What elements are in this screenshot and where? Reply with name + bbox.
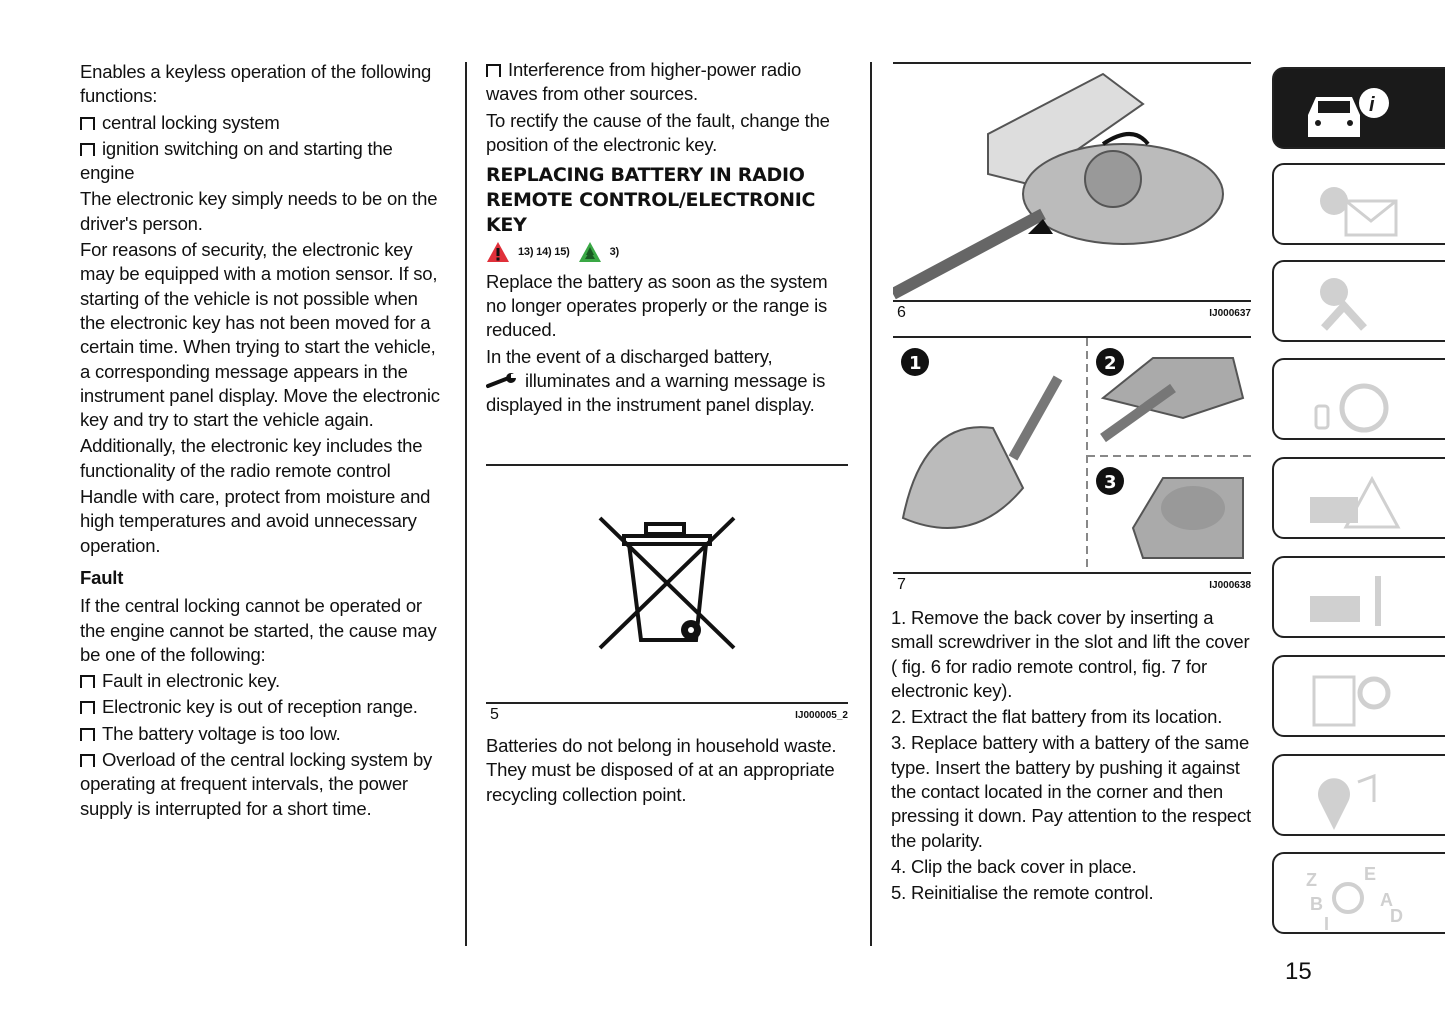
divider <box>486 464 848 466</box>
cause-item: Electronic key is out of reception range. <box>80 695 445 719</box>
tab-multimedia[interactable] <box>1272 754 1445 836</box>
step-marker: 3 <box>1104 472 1117 493</box>
disposal-note <box>486 734 851 809</box>
key-steering-icon <box>1294 366 1414 436</box>
figure-5 <box>486 500 848 740</box>
figure-number: 7 <box>897 576 906 593</box>
column-1 <box>80 60 445 823</box>
tab-technical-data[interactable] <box>1272 655 1445 737</box>
location-music-icon <box>1294 762 1414 832</box>
paragraph: The electronic key simply needs to be on the driver's person. <box>80 188 438 234</box>
airbag-seatbelt-icon <box>1294 268 1414 338</box>
cause-item: Overload of the central locking system by operating at frequent intervals, the power supply is interrupted for a short time. <box>80 748 445 821</box>
paragraph: If the central locking cannot be operated or the engine cannot be started, the cause may be one of the following: <box>80 595 437 665</box>
warning-refs <box>486 240 619 264</box>
fault-heading: Fault <box>80 566 124 588</box>
steps-list <box>891 606 1253 908</box>
svg-text:Z: Z <box>1306 870 1317 890</box>
section-heading: REPLACING BATTERY IN RADIO REMOTE CONTROL/ELECTRONIC KEY <box>486 164 816 237</box>
svg-text:B: B <box>1310 894 1323 914</box>
paragraph: To rectify the cause of the fault, change the position of the electronic key. <box>486 109 830 155</box>
environment-ref-numbers: 3) <box>609 246 619 259</box>
figure-number: 5 <box>490 706 499 723</box>
alphabet-search-icon <box>1294 860 1414 930</box>
tab-safety[interactable] <box>1272 260 1445 342</box>
column-2 <box>486 58 851 419</box>
svg-text:I: I <box>1324 914 1330 930</box>
step-item: 5. Reinitialise the remote control. <box>891 882 1154 904</box>
column-divider <box>465 62 467 946</box>
step-item: 2. Extract the flat battery from its location. <box>891 706 1223 728</box>
warning-ref-numbers: 13) 14) 15) <box>518 246 570 259</box>
figure-6 <box>893 64 1251 324</box>
light-message-icon <box>1294 171 1414 241</box>
page-number: 15 <box>1285 958 1312 985</box>
svg-text:i: i <box>1369 94 1375 116</box>
figure-number: 6 <box>897 304 906 321</box>
tab-dashboard-lights[interactable] <box>1272 163 1445 245</box>
figure-caption <box>486 702 848 723</box>
wrench-icon <box>486 373 520 389</box>
figure-code: IJ000637 <box>1209 308 1251 319</box>
cause-item: The battery voltage is too low. <box>80 722 445 746</box>
svg-text:D: D <box>1390 906 1403 926</box>
environment-tree-icon <box>578 241 602 263</box>
tab-emergency[interactable] <box>1272 457 1445 539</box>
figure-7 <box>893 338 1251 598</box>
tab-starting-driving[interactable] <box>1272 358 1445 440</box>
svg-text:A: A <box>1380 890 1393 910</box>
cause-item: Fault in electronic key. <box>80 669 445 693</box>
tab-maintenance[interactable] <box>1272 556 1445 638</box>
tab-vehicle-info[interactable] <box>1272 67 1445 149</box>
text: illuminates and a warning message is displayed in the instrument panel display. <box>486 369 826 416</box>
car-wrench-icon <box>1294 564 1414 634</box>
step-item: 1. Remove the back cover by inserting a small screwdriver in the slot and lift the cover ( fig. 6 for radio remote control, fig. 7 for electronic key). <box>891 607 1250 701</box>
paragraph: Replace the battery as soon as the system no longer operates properly or the range is reduced. <box>486 270 828 341</box>
svg-text:E: E <box>1364 864 1377 884</box>
intro: Enables a keyless operation of the following functions: <box>80 61 432 107</box>
figure-code: IJ000005_2 <box>795 710 848 721</box>
step-marker: 1 <box>909 353 922 374</box>
step-item: 4. Clip the back cover in place. <box>891 855 1137 877</box>
electronic-key-illustration <box>893 338 1251 572</box>
warning-triangle-icon <box>486 241 510 263</box>
figure-code: IJ000638 <box>1209 580 1251 591</box>
crossed-bin-icon <box>486 500 848 700</box>
car-info-icon <box>1294 75 1414 145</box>
function-item: ignition switching on and starting the engine <box>80 137 445 186</box>
step-item: 3. Replace battery with a battery of the same type. Insert the battery by pushing it against the contact located in the corner and then pressing it down. Pay attention to the respect the polarity. <box>891 732 1251 851</box>
cause-item: Interference from higher-power radio waves from other sources. <box>486 58 851 107</box>
figure-caption <box>893 300 1251 321</box>
column-divider <box>870 62 872 946</box>
text: In the event of a discharged battery, <box>486 345 773 367</box>
figure-caption <box>893 572 1251 593</box>
paragraph: Handle with care, protect from moisture and high temperatures and avoid unnecessary operation. <box>80 486 431 556</box>
car-warning-icon <box>1294 465 1414 535</box>
function-item: central locking system <box>80 111 445 135</box>
paragraph: Batteries do not belong in household waste. They must be disposed of at an appropriate recycling collection point. <box>486 735 837 805</box>
paragraph: For reasons of security, the electronic key may be equipped with a motion sensor. If so, starting of the vehicle is not possible when the electronic key has not been moved for a certain time. When trying to start the vehicle, a corresponding message appears in the instrument panel display. Move the electronic key and try to start the vehicle again. <box>80 239 440 431</box>
specs-gear-icon <box>1294 663 1414 733</box>
paragraph: Additionally, the electronic key includes the functionality of the radio remote control <box>80 435 423 481</box>
step-marker: 2 <box>1104 353 1117 374</box>
remote-key-illustration <box>893 64 1251 300</box>
paragraph <box>486 345 851 418</box>
tab-index[interactable] <box>1272 852 1445 934</box>
